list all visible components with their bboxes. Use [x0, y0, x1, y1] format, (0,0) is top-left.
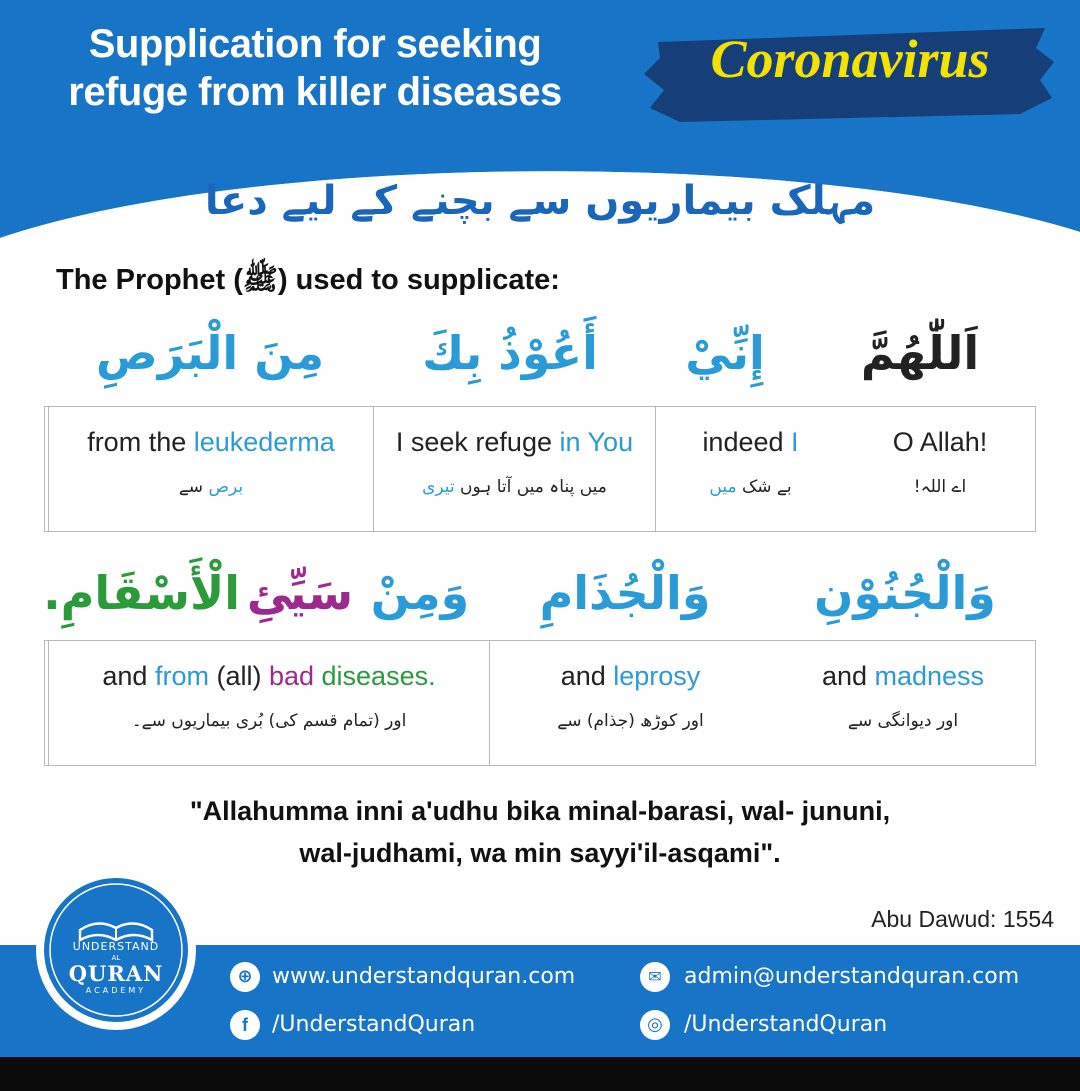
globe-icon: ⊕ — [230, 962, 260, 992]
cell-seek-refuge — [373, 407, 655, 531]
en-text: I seek refuge — [395, 427, 560, 457]
arabic-inni: إِنِّيْ — [685, 326, 765, 380]
en-text: and — [821, 661, 875, 691]
title-line-1: Supplication for seeking — [88, 22, 542, 66]
arabic-minal-baras: مِنَ الْبَرَصِ — [95, 326, 325, 380]
logo-text-al: AL — [111, 954, 121, 962]
en-text: and — [102, 661, 155, 691]
cell-indeed-i — [655, 407, 845, 531]
en-text: from the — [87, 427, 194, 457]
en-text: (all) — [208, 661, 269, 691]
translation-table-2 — [44, 640, 1036, 766]
footer-bottom-strip — [0, 1057, 1080, 1091]
en-text-highlight-green: diseases. — [314, 661, 436, 691]
en-text-highlight: in You — [559, 427, 634, 457]
ur-text: اور کوڑھ (جذام) سے — [557, 711, 704, 731]
website-link[interactable]: www.understandquran.com — [272, 964, 576, 989]
ur-text: اور دیوانگی سے — [847, 711, 959, 731]
logo-text-main: QURAN — [68, 961, 164, 986]
ur-text-highlight: تیری — [422, 477, 455, 497]
ur-text: بے شک — [736, 477, 792, 497]
title-line-2: refuge from killer diseases — [68, 70, 562, 114]
urdu-title: مہلک بیماریوں سے بچنے کے لیے دعا — [204, 178, 876, 224]
transliteration-line-2: wal-judhami, wa min sayyi'il-asqami". — [299, 838, 781, 868]
arabic-wal-junun: وَالْجُنُوْنِ — [814, 566, 996, 620]
understand-quran-logo[interactable] — [34, 868, 198, 1032]
ur-text: اور (تمام قسم کی) بُری بیماریوں سے۔ — [131, 711, 407, 731]
transliteration-line-1: "Allahumma inni a'udhu bika minal-barasi, wal- jununi, — [189, 796, 891, 826]
arabic-wal-judham: وَالْجُذَامِ — [539, 566, 711, 620]
facebook-icon: f — [230, 1010, 260, 1040]
en-text-highlight: from — [154, 661, 209, 691]
ur-text: سے — [178, 477, 204, 497]
en-text: indeed — [702, 427, 792, 457]
cell-leukederma — [48, 407, 373, 531]
logo-text-top: UNDERSTAND — [72, 940, 160, 953]
cell-o-allah — [845, 407, 1035, 531]
coronavirus-badge: Coronavirus — [710, 29, 990, 89]
ur-text-highlight: میں — [709, 477, 737, 497]
ur-text: میں پناہ میں آتا ہوں — [454, 477, 607, 497]
intro-text: The Prophet (ﷺ) used to supplicate: — [56, 264, 560, 296]
cell-leprosy — [489, 641, 771, 765]
cell-bad-diseases — [48, 641, 489, 765]
en-text-highlight: leukederma — [193, 427, 335, 457]
en-text-highlight-purple: bad — [268, 661, 315, 691]
en-text: O Allah! — [892, 427, 988, 457]
arabic-allahumma: اَللّٰهُمَّ — [860, 326, 980, 380]
cell-madness — [771, 641, 1035, 765]
instagram-icon: ◎ — [640, 1010, 670, 1040]
arabic-wa-min: وَمِنْ — [370, 566, 470, 620]
arabic-audhu-bika: أَعُوْذُ بِكَ — [422, 326, 598, 380]
en-text: and — [560, 661, 614, 691]
facebook-link[interactable]: /UnderstandQuran — [272, 1012, 476, 1037]
instagram-link[interactable]: /UnderstandQuran — [684, 1012, 888, 1037]
ur-text-highlight: برص — [203, 477, 244, 497]
logo-text-sub: ACADEMY — [85, 986, 147, 995]
en-text-highlight: leprosy — [613, 661, 701, 691]
arabic-al-asqam: الْأَسْقَامِ. — [43, 566, 240, 620]
hadith-reference: Abu Dawud: 1554 — [871, 906, 1054, 932]
en-text-highlight: madness — [874, 661, 985, 691]
arabic-sayyi: سَيِّئِ — [246, 566, 354, 620]
translation-table-1 — [44, 406, 1036, 532]
email-icon: ✉ — [640, 962, 670, 992]
en-text-highlight: I — [791, 427, 799, 457]
email-link[interactable]: admin@understandquran.com — [684, 964, 1020, 989]
ur-text: اے اللہ! — [913, 477, 967, 497]
